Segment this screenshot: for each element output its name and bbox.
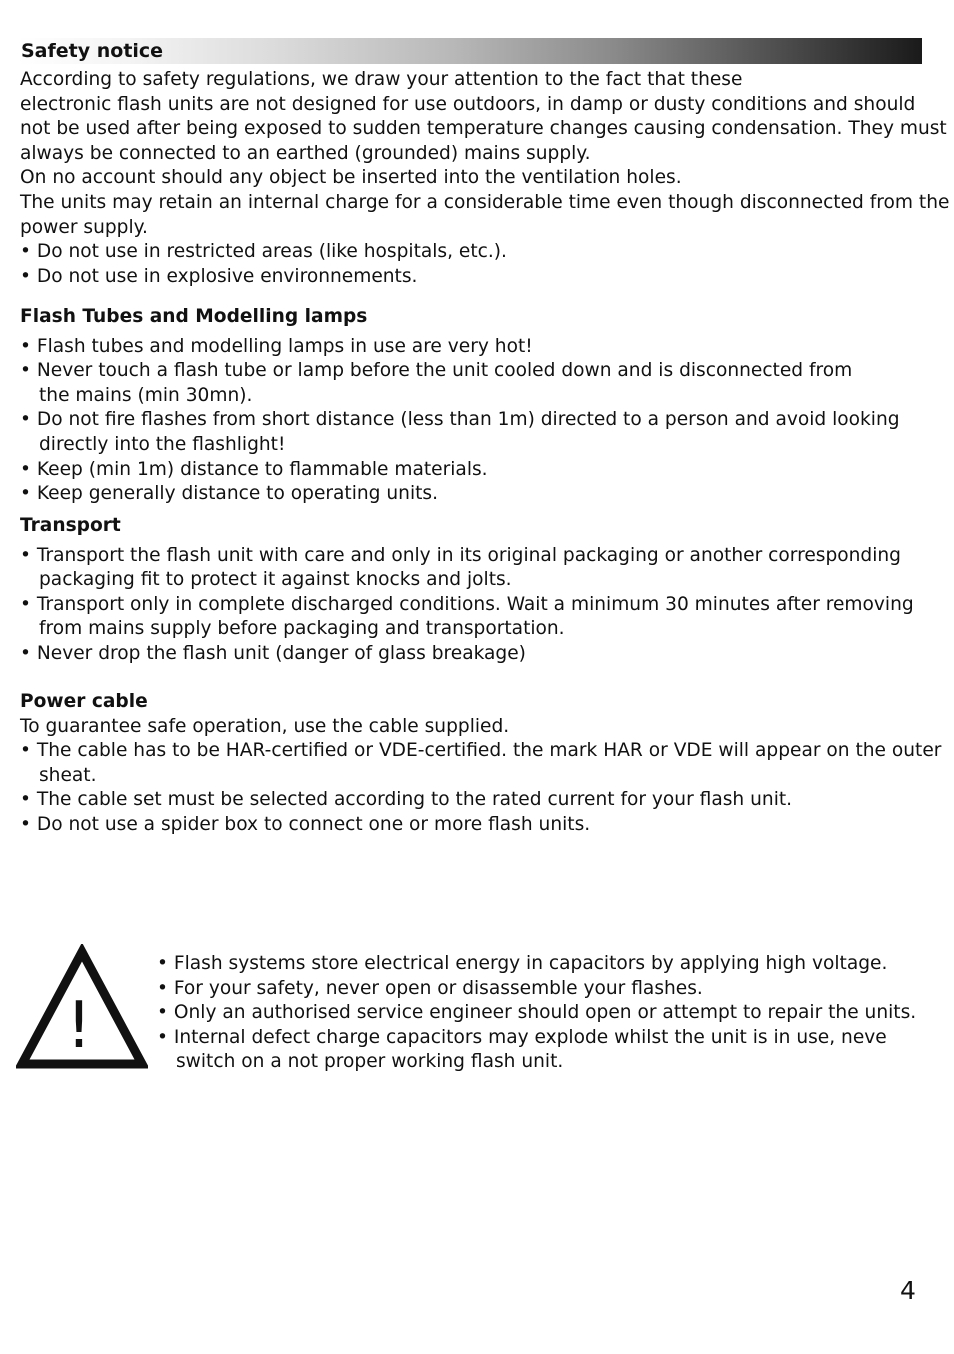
safety-notice-section [20,68,950,289]
power-cable-heading: Power cable [20,691,148,712]
flash-tubes-heading: Flash Tubes and Modelling lamps [20,306,368,327]
power-cable-bullet: • The cable set must be selected according to the rated current for your flash unit. [20,789,793,811]
transport-bullet: • Transport the flash unit with care and only in its original packaging or another corresponding [20,544,901,566]
warning-bullet: • Internal defect charge capacitors may explode whilst the unit is in use, neve [157,1026,887,1048]
safety-notice-line: According to safety regulations, we draw your attention to the fact that these [20,69,743,90]
warning-exclamation-mark: ! [66,989,92,1063]
warning-triangle-icon [16,944,148,1070]
flash-tubes-continuation: the mains (min 30mn). [39,384,253,406]
power-cable-continuation: sheat. [39,764,97,786]
flash-tubes-bullet: • Flash tubes and modelling lamps in use are very hot! [20,335,533,357]
safety-notice-line: On no account should any object be inserted into the ventilation holes. [20,167,682,189]
power-cable-line: To guarantee safe operation, use the cable supplied. [20,715,510,737]
safety-notice-line: not be used after being exposed to sudden temperature changes causing condensation. They must [20,118,947,140]
transport-bullet: • Never drop the flash unit (danger of glass breakage) [20,642,526,664]
transport-continuation: from mains supply before packaging and transportation. [39,618,565,640]
safety-notice-title: Safety notice [21,40,164,62]
safety-notice-line: always be connected to an earthed (grounded) mains supply. [20,142,591,164]
safety-notice-header-bar [18,38,922,64]
safety-notice-bullet: • Do not use in restricted areas (like hospitals, etc.). [20,241,507,263]
safety-notice-bullet: • Do not use in explosive environnements. [20,265,418,287]
flash-tubes-bullet: • Never touch a flash tube or lamp before the unit cooled down and is disconnected from [20,360,853,382]
warning-bullet: • For your safety, never open or disassemble your flashes. [157,977,703,999]
flash-tubes-bullet: • Keep (min 1m) distance to flammable materials. [20,458,488,480]
warning-bullet: • Flash systems store electrical energy in capacitors by applying high voltage. [157,953,888,974]
flash-tubes-bullet: • Do not fire flashes from short distance (less than 1m) directed to a person and avoid looking [20,409,900,431]
transport-heading: Transport [20,515,121,536]
warning-bullet: • Only an authorised service engineer should open or attempt to repair the units. [157,1002,917,1024]
transport-bullet: • Transport only in complete discharged conditions. Wait a minimum 30 minutes after removing [20,593,914,615]
warning-text-block [157,952,927,1075]
safety-notice-line: power supply. [20,216,148,238]
transport-continuation: packaging fit to protect it against knocks and jolts. [39,569,512,591]
flash-tubes-continuation: directly into the flashlight! [39,433,286,455]
page-number: 4 [900,1276,916,1305]
safety-notice-line: The units may retain an internal charge for a considerable time even though disconnected from the [20,191,950,213]
power-cable-section [20,690,942,838]
safety-notice-line: electronic flash units are not designed for use outdoors, in damp or dusty conditions and should [20,93,916,115]
transport-section [20,514,930,667]
warning-continuation: switch on a not proper working flash unit. [176,1051,564,1073]
flash-tubes-bullet: • Keep generally distance to operating units. [20,483,438,505]
power-cable-bullet: • The cable has to be HAR-certified or VDE-certified. the mark HAR or VDE will appear on the outer [20,740,942,762]
power-cable-bullet: • Do not use a spider box to connect one or more flash units. [20,813,591,835]
flash-tubes-section [20,305,930,507]
